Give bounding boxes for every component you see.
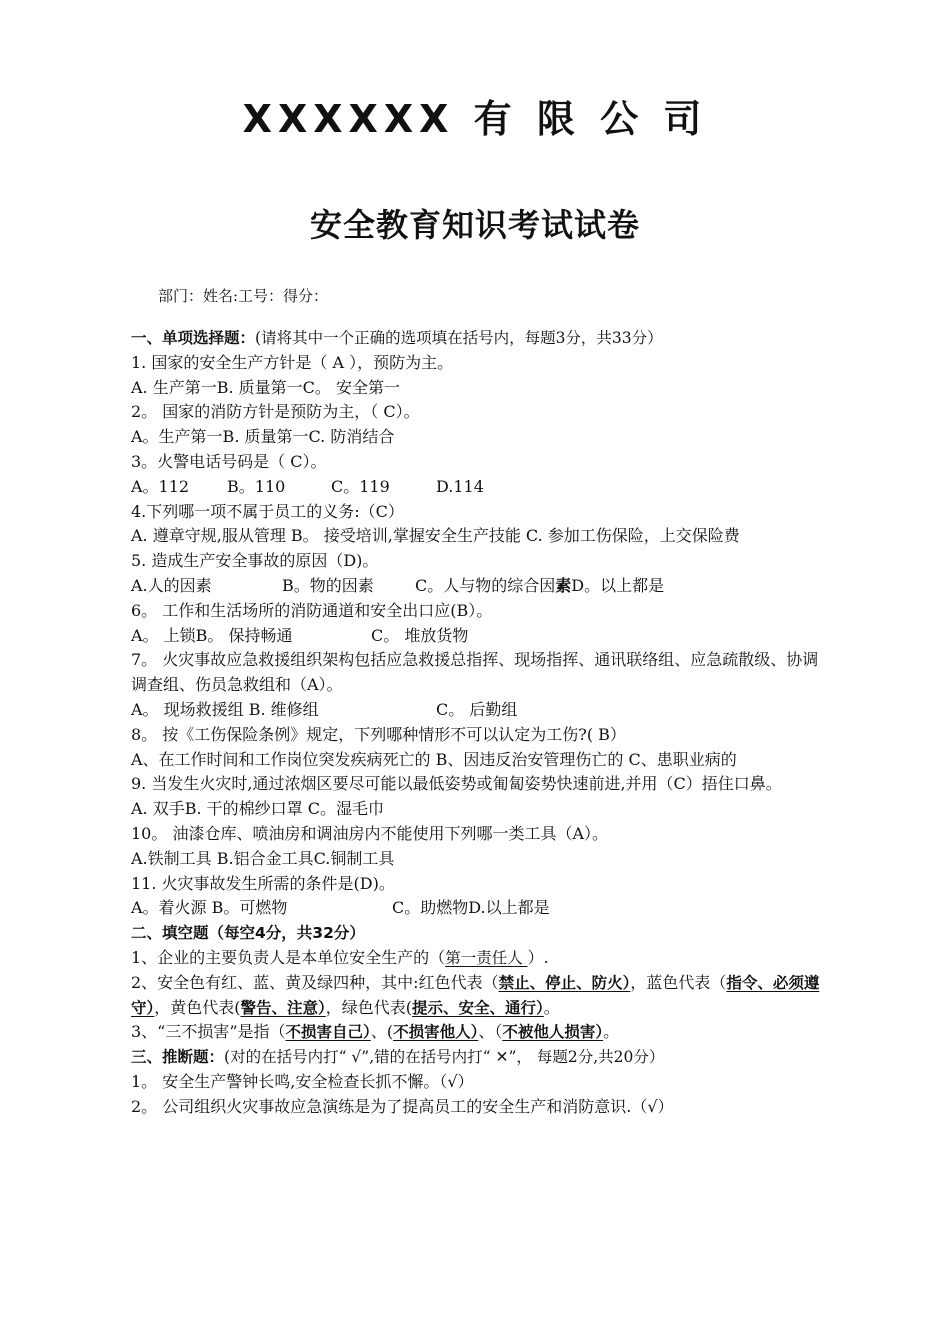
answer-blank: 不被他人损害）	[502, 1023, 604, 1042]
question-3-options	[131, 475, 821, 500]
question-2: 2。 国家的消防方针是预防为主，（ C）。	[131, 402, 420, 422]
question-8: 8。 按《工伤保险条例》规定，下列哪种情形不可以认定为工伤?( B）	[131, 724, 626, 744]
question-6-options	[131, 624, 821, 649]
section-heading-single-choice: 一、单项选择题：(请将其中一个正确的选项填在括号内，每题3分，共33分）	[131, 329, 663, 347]
question-8-options: A、在工作时间和工作岗位突发疾病死亡的 B、因违反治安管理伤亡的 C、患职业病的	[131, 749, 737, 769]
answer-blank: 不损害他人）	[393, 1023, 479, 1042]
question-7-options	[131, 698, 821, 723]
option: B。物的因素	[282, 575, 374, 595]
question-6: 6。 工作和生活场所的消防通道和安全出口应(B）。	[131, 600, 493, 620]
judge-question-1: 1。 安全生产警钟长鸣,安全检查长抓不懈。（√）	[131, 1071, 474, 1091]
option: C。人与物的综合因	[415, 575, 556, 595]
question-11-options	[131, 896, 821, 921]
question-4: 4.下列哪一项不属于员工的义务:（C）	[131, 501, 404, 521]
exam-title: 安全教育知识考试试卷	[309, 206, 640, 244]
option: A。着火源 B。可燃物	[131, 898, 288, 918]
option: C。 后勤组	[436, 699, 518, 719]
option: A.人的因素	[131, 575, 212, 595]
section-heading-fill-blank: 二、填空题（每空4分，共32分）	[131, 924, 365, 943]
answer-blank: 第一责任人	[445, 948, 528, 967]
student-info-line: 部门：姓名:工号：得分：	[158, 287, 329, 305]
question-4-options: A. 遵章守规,服从管理 B。 接受培训,掌握安全生产技能 C. 参加工伤保险，上交保险费	[131, 526, 740, 546]
option: C。 堆放货物	[371, 625, 469, 645]
question-1: 1. 国家的安全生产方针是（ A ），预防为主。	[131, 352, 454, 372]
answer-blank: 警告、注意）	[240, 998, 326, 1017]
answer-blank: 不损害自己）	[285, 1023, 371, 1042]
option: B。110	[227, 476, 286, 496]
question-10: 10。 油漆仓库、喷油房和调油房内不能使用下列哪一类工具（A）。	[131, 823, 609, 843]
question-9-options: A. 双手B. 干的棉纱口罩 C。湿毛巾	[131, 799, 384, 819]
option: C。119	[331, 476, 390, 496]
fill-question-2: 2、安全色有红、蓝、黄及绿四种，其中:红色代表（禁止、停止、防火），蓝色代表（指令、必须遵守），黄色代表(警告、注意），绿色代表(提示、安全、通行）。	[131, 972, 820, 1017]
section-heading-true-false: 三、推断题：(对的在括号内打“ √”,错的在括号内打“ ✕”， 每题2分,共20分）	[131, 1048, 665, 1067]
option: D。以上都是	[571, 575, 665, 595]
answer-blank: 指令、必须遵守）	[131, 973, 820, 1017]
option: A。112	[131, 476, 190, 496]
question-10-options: A.铁制工具 B.铝合金工具C.铜制工具	[131, 848, 395, 868]
company-title: XXXXXX 有 限 公 司	[242, 97, 708, 141]
exam-body	[131, 326, 821, 1120]
question-5: 5. 造成生产安全事故的原因（D)。	[131, 551, 379, 571]
question-1-options: A. 生产第一B. 质量第一C。 安全第一	[131, 377, 400, 397]
option: 素	[555, 575, 572, 595]
question-3: 3。火警电话号码是（ C）。	[131, 451, 327, 471]
question-11: 11. 火灾事故发生所需的条件是(D)。	[131, 873, 395, 893]
fill-question-1: 1、企业的主要负责人是本单位安全生产的（第一责任人 ）.	[131, 947, 549, 967]
question-7: 7。 火灾事故应急救援组织架构包括应急救援总指挥、现场指挥、通讯联络组、应急疏散级、协调调查组、伤员急救组和（A）。	[131, 650, 819, 695]
question-5-options	[131, 574, 821, 599]
question-9: 9. 当发生火灾时,通过浓烟区要尽可能以最低姿势或匍匐姿势快速前进,并用（C）捂住口鼻。	[131, 774, 782, 794]
option: A。 现场救援组 B. 维修组	[131, 699, 319, 719]
answer-blank: 提示、安全、通行）	[412, 998, 544, 1017]
judge-question-2: 2。 公司组织火灾事故应急演练是为了提高员工的安全生产和消防意识.（√）	[131, 1096, 674, 1116]
option: D.114	[436, 476, 484, 496]
question-2-options: A。生产第一B. 质量第一C. 防消结合	[131, 427, 395, 447]
fill-question-3: 3、“三不损害”是指（不损害自己）、(不损害他人）、（不被他人损害）。	[131, 1022, 620, 1042]
option: A。 上锁B。 保持畅通	[131, 625, 293, 645]
answer-blank: 禁止、停止、防火）	[498, 973, 631, 992]
option: C。助燃物D.以上都是	[392, 898, 550, 918]
